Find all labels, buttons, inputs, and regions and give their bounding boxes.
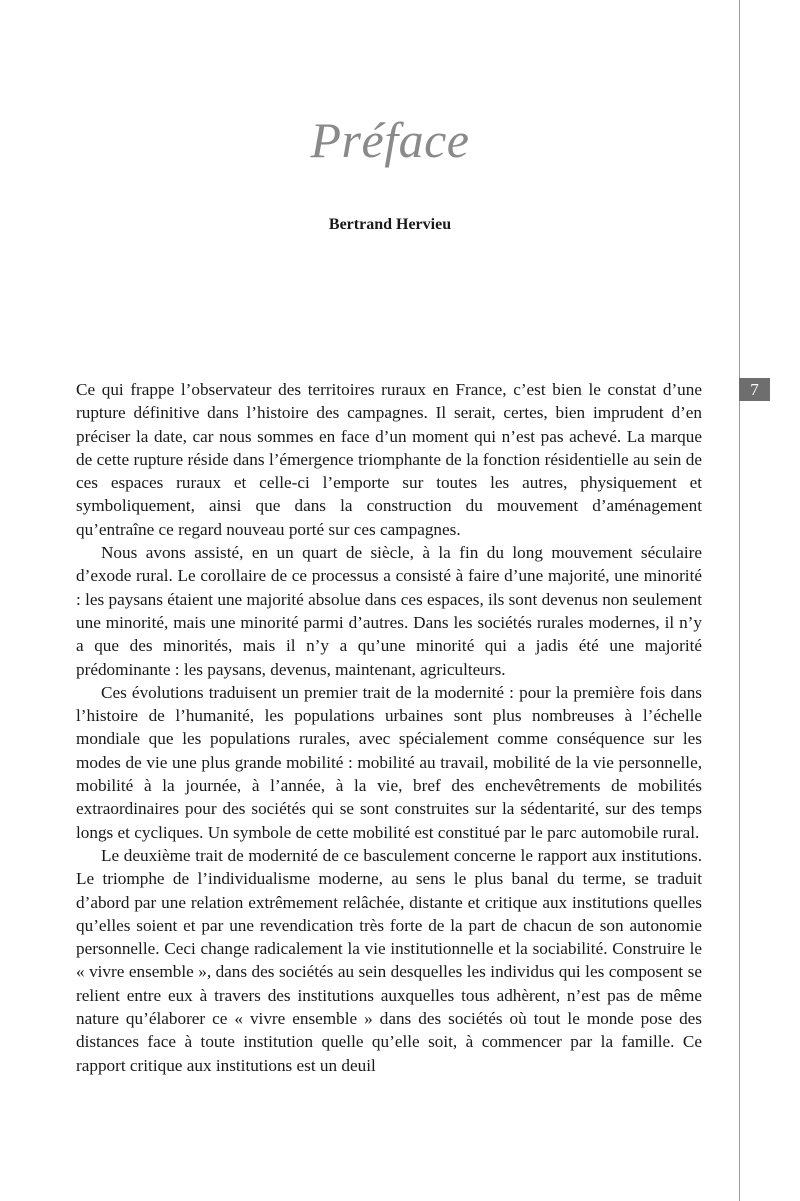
paragraph: Ces évolutions traduisent un premier trait de la modernité : pour la première fois dans l’histoire de l’humanité, les populations urbaines sont plus nombreuses à l’échelle mondiale que les populations rurales, avec spécialement comme conséquence sur les modes de vie une plus grande mobilité : mobilité au travail, mobilité de la vie personnelle, mobilité à la journée, à l’année, à la vie, bref des enchevêtrements de mobilités extraordinaires pour des sociétés qui se sont construites sur la sédentarité, sur des temps longs et cycliques. Un symbole de cette mobilité est constitué par le parc automobile rural. — [76, 682, 702, 842]
paragraph: Ce qui frappe l’observateur des territoires ruraux en France, c’est bien le constat d’une rupture définitive dans l’histoire des campagnes. Il serait, certes, bien imprudent d’en préciser la date, car nous sommes en face d’un moment qui n’est pas achevé. La marque de cette rupture réside dans l’émergence triomphante de la fonction résidentielle au sein de ces espaces ruraux et celle-ci l’emporte sur toutes les autres, physiquement et symboliquement, ainsi que dans la construction du mouvement d’aménagement qu’entraîne ce regard nouveau porté sur ces campagnes. — [76, 380, 702, 539]
paragraph: Le deuxième trait de modernité de ce basculement concerne le rapport aux institutions. Le triomphe de l’individualisme moderne, au sens le plus banal du terme, se traduit d’abord par une relation extrêmement relâchée, distante et critique aux institutions quelles qu’elles soient et par une revendication très forte de la part de chacun de son autonomie personnelle. Ceci change radicalement la vie institutionnelle et la sociabilité. Construire le « vivre ensemble », dans des sociétés au sein desquelles les individus qui les composent se relient entre eux à travers des institutions auxquelles tous adhèrent, n’est pas de même nature qu’élaborer ce « vivre ensemble » dans des sociétés où tout le monde pose des distances face à toute institution quelle qu’elle soit, à commencer par la famille. Ce rapport critique aux institutions est un deuil — [76, 845, 702, 1075]
body-text — [76, 378, 702, 1077]
paragraph: Nous avons assisté, en un quart de siècle, à la fin du long mouvement séculaire d’exode rural. Le corollaire de ce processus a consisté à faire d’une majorité, une minorité : les paysans étaient une majorité absolue dans ces espaces, ils sont devenus non seulement une minorité, mais une minorité parmi d’autres. Dans les sociétés rurales modernes, il n’y a que des minorités, mais il n’y a qu’une minorité qui a jadis été une majorité prédominante : les paysans, devenus, maintenant, agriculteurs. — [76, 543, 702, 679]
margin-rule — [739, 0, 740, 1201]
chapter-title: Préface — [310, 112, 470, 168]
author-name: Bertrand Hervieu — [328, 216, 452, 233]
page-number: 7 — [739, 378, 770, 401]
